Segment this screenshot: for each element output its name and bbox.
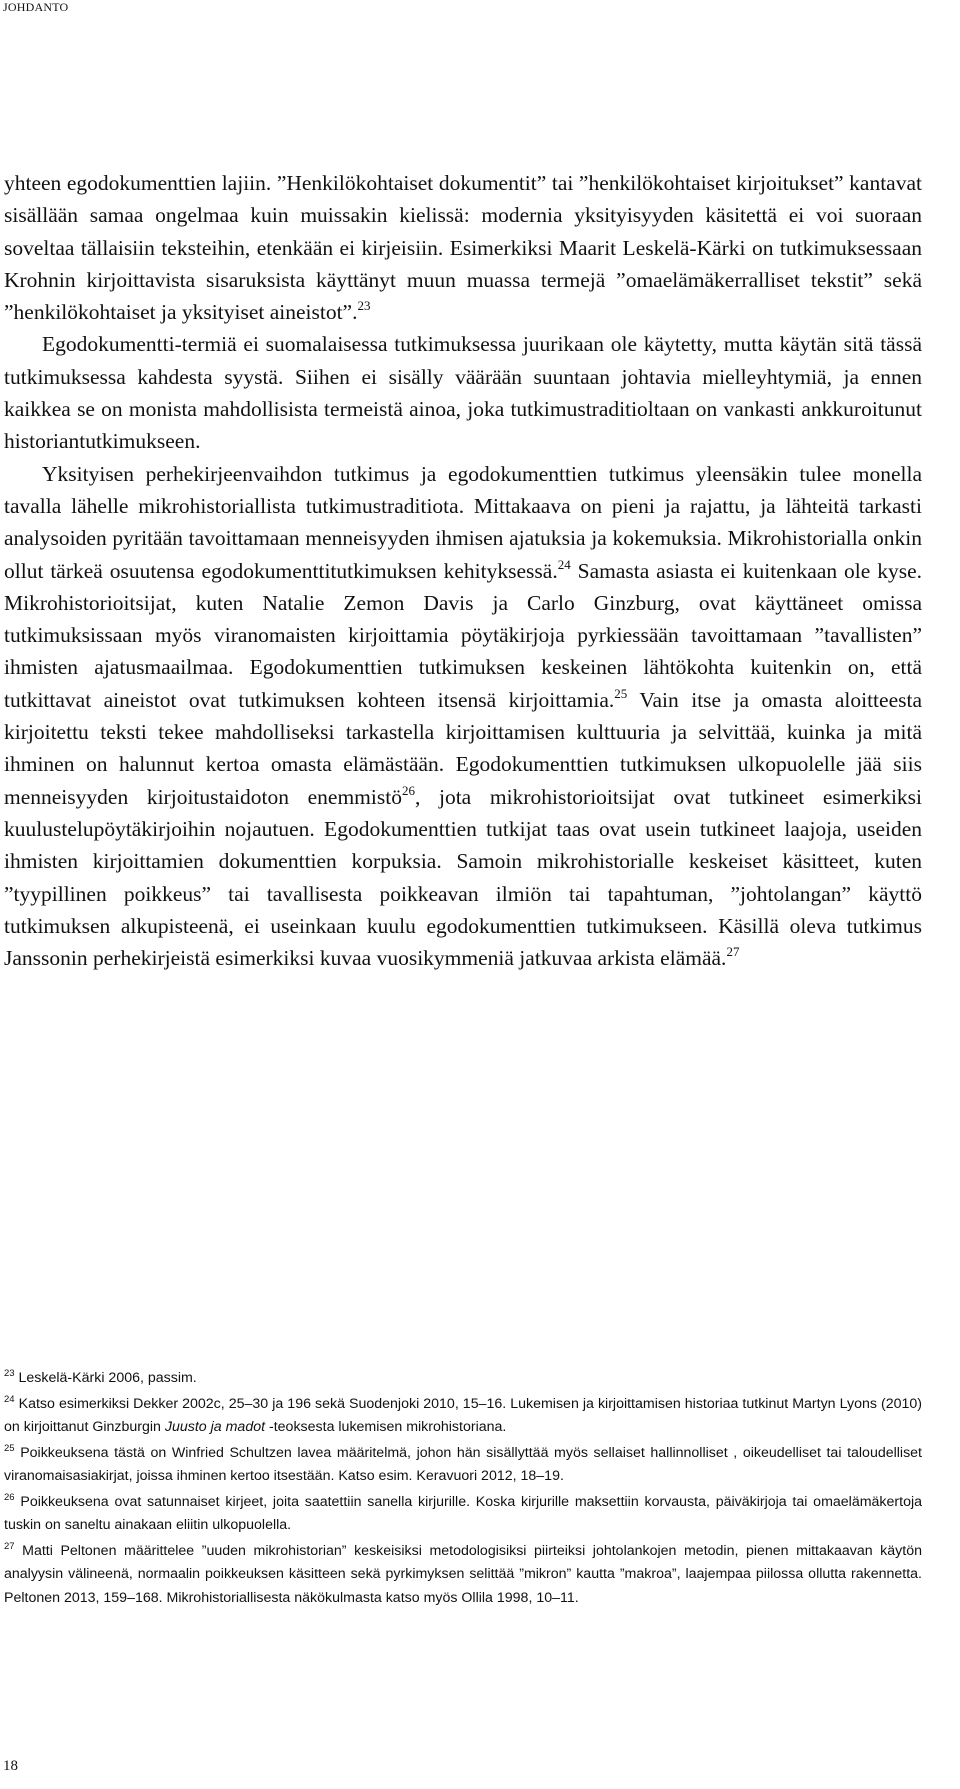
footnote-number: 24 bbox=[4, 1393, 15, 1405]
footnotes bbox=[4, 1367, 922, 1612]
paragraph-text: Yksityisen perhekirjeenvaihdon tutkimus ja egodokumenttien tutkimus yleensäkin tulee monella tavalla lähelle mikrohistoriallista tutkimustraditiota. Mittakaava on pieni ja rajattu, ja lähteitä tarkasti analysoiden pyritään tavoittamaan menneisyyden ihmisen ajatuksia ja kokemuksia. Mikrohistorialla onkin ollut tärkeä osuutensa egodokumenttitutkimuksen kehityksessä. bbox=[4, 461, 922, 583]
paragraph-text: Vain itse ja omasta aloitteesta kirjoitettu teksti tekee mahdolliseksi tarkastella kirjoittamisen kulttuuria ja selvittää, kuinka ja mitä ihminen on halunnut kertoa omasta elämästään. Egodokumenttien tutkimuksen ulkopuolelle jää siis menneisyyden kirjoitustaidoton enemmistö bbox=[4, 687, 922, 809]
footnote-ref[interactable]: 26 bbox=[401, 782, 415, 798]
footnote bbox=[4, 1442, 922, 1489]
paragraph bbox=[4, 167, 922, 328]
footnote bbox=[4, 1540, 922, 1611]
page-number: 18 bbox=[3, 1758, 18, 1774]
footnote-number: 25 bbox=[4, 1442, 15, 1454]
footnote-ref[interactable]: 23 bbox=[357, 298, 371, 314]
footnote-number: 27 bbox=[4, 1540, 15, 1552]
footnote-ref[interactable]: 25 bbox=[614, 685, 628, 701]
footnote-text: Poikkeuksena tästä on Winfried Schultzen lavea määritelmä, johon hän sisällyttää myös sellaiset hallinnolliset , oikeudelliset tai taloudelliset viranomaisasiakirjat, joissa ihminen kertoo itsestään. Katso esim. Keravuori 2012, 18–19. bbox=[4, 1444, 923, 1484]
paragraph-text: , jota mikrohistorioitsijat ovat tutkineet esimerkiksi kuulustelupöytäkirjoihin nojautuen. Egodokumenttien tutkijat taas ovat usein tutkineet laajoja, useiden ihmisten kirjoittamien dokumenttien korpuksia. Samoin mikrohistorialle keskeiset käsitteet, kuten ”tyypillinen poikkeus” tai tavallisesta poikkeavan ilmiön tai tapahtuman, ”johtolangan” käyttö tutkimuksen alkupisteenä, ei useinkaan kuulu egodokumenttien tutkimukseen. Käsillä oleva tutkimus Janssonin perhekirjeistä esimerkiksi kuvaa vuosikymmeniä jatkuvaa arkista elämää. bbox=[4, 784, 923, 971]
paragraph bbox=[4, 328, 922, 457]
footnote bbox=[4, 1393, 922, 1440]
footnote-text: Leskelä-Kärki 2006, passim. bbox=[18, 1370, 197, 1386]
footnote-text: -teoksesta lukemisen mikrohistoriana. bbox=[265, 1419, 507, 1435]
paragraph-text: yhteen egodokumenttien lajiin. ”Henkilökohtaiset dokumentit” tai ”henkilökohtaiset kirjoitukset” kantavat sisällään samaa ongelmaa kuin muissakin kielissä: modernia yksityisyyden käsitettä ei voi suoraan soveltaa tällaisiin teksteihin, etenkään ei kirjeisiin. Esimerkiksi Maarit Leskelä-Kärki on tutkimuksessaan Krohnin kirjoittavista sisaruksista käyttänyt muun muassa termejä ”omaelämäkerralliset tekstit” sekä ”henkilökohtaiset ja yksityiset aineistot”. bbox=[4, 171, 922, 325]
footnote-text: Poikkeuksena ovat satunnaiset kirjeet, joita saatettiin sanella kirjurille. Koska kirjurille maksettiin korvausta, päiväkirjoja tai omaelämäkertoja tuskin on saneltu ainakaan eliitin ulkopuolella. bbox=[4, 1493, 923, 1533]
paragraph-text: Samasta asiasta ei kuitenkaan ole kyse. Mikrohistorioitsijat, kuten Natalie Zemon Davis ja Carlo Ginzburg, ovat käyttäneet omissa tutkimuksissaan myös viranomaisten kirjoittamia pöytäkirjoja pyrkiessään tavoittamaan ”tavallisten” ihmisten ajatusmaailmaa. Egodokumenttien tutkimuksen keskeinen lähtökohta kuitenkin on, että tutkittavat aineistot ovat tutkimuksen kohteen itsensä kirjoittamia. bbox=[4, 558, 922, 712]
footnote-text: Matti Peltonen määrittelee ”uuden mikrohistorian” keskeisiksi metodologisiksi piirteiksi johtolankojen metodin, pienen mittakaavan käytön analyysin välineenä, normaalin poikkeuksen käsitteen sekä pyrkimyksen selittää ”mikron” kautta ”makroa”, laajempaa piilossa ollutta rakennetta. Peltonen 2013, 159–168. Mikrohistoriallisesta näkökulmasta katso myös Ollila 1998, 10–11. bbox=[4, 1542, 922, 1606]
footnote bbox=[4, 1491, 922, 1538]
footnote-ref[interactable]: 27 bbox=[726, 944, 740, 960]
paragraph bbox=[4, 458, 922, 975]
running-header: JOHDANTO bbox=[3, 0, 69, 14]
footnote-ref[interactable]: 24 bbox=[557, 556, 571, 572]
book-title: Juusto ja madot bbox=[164, 1419, 266, 1435]
paragraph-text: Egodokumentti-termiä ei suomalaisessa tutkimuksessa juurikaan ole käytetty, mutta käytän sitä tässä tutkimuksessa kahdesta syystä. Siihen ei sisälly väärään suuntaan johtavia mielleyhtymiä, ja ennen kaikkea se on monista mahdollisista termeistä ainoa, joka tutkimustraditioltaan on vankasti ankkuroitunut historiantutkimukseen. bbox=[4, 332, 922, 454]
footnote-number: 26 bbox=[4, 1491, 15, 1503]
body-text bbox=[4, 167, 922, 974]
footnote bbox=[4, 1367, 922, 1391]
footnote-text: Katso esimerkiksi Dekker 2002c, 25–30 ja 196 sekä Suodenjoki 2010, 15–16. Lukemisen ja kirjoittamisen historiaa tutkinut Martyn Lyons (2010) on kirjoittanut Ginzburgin bbox=[4, 1395, 922, 1435]
footnote-number: 23 bbox=[4, 1368, 15, 1379]
